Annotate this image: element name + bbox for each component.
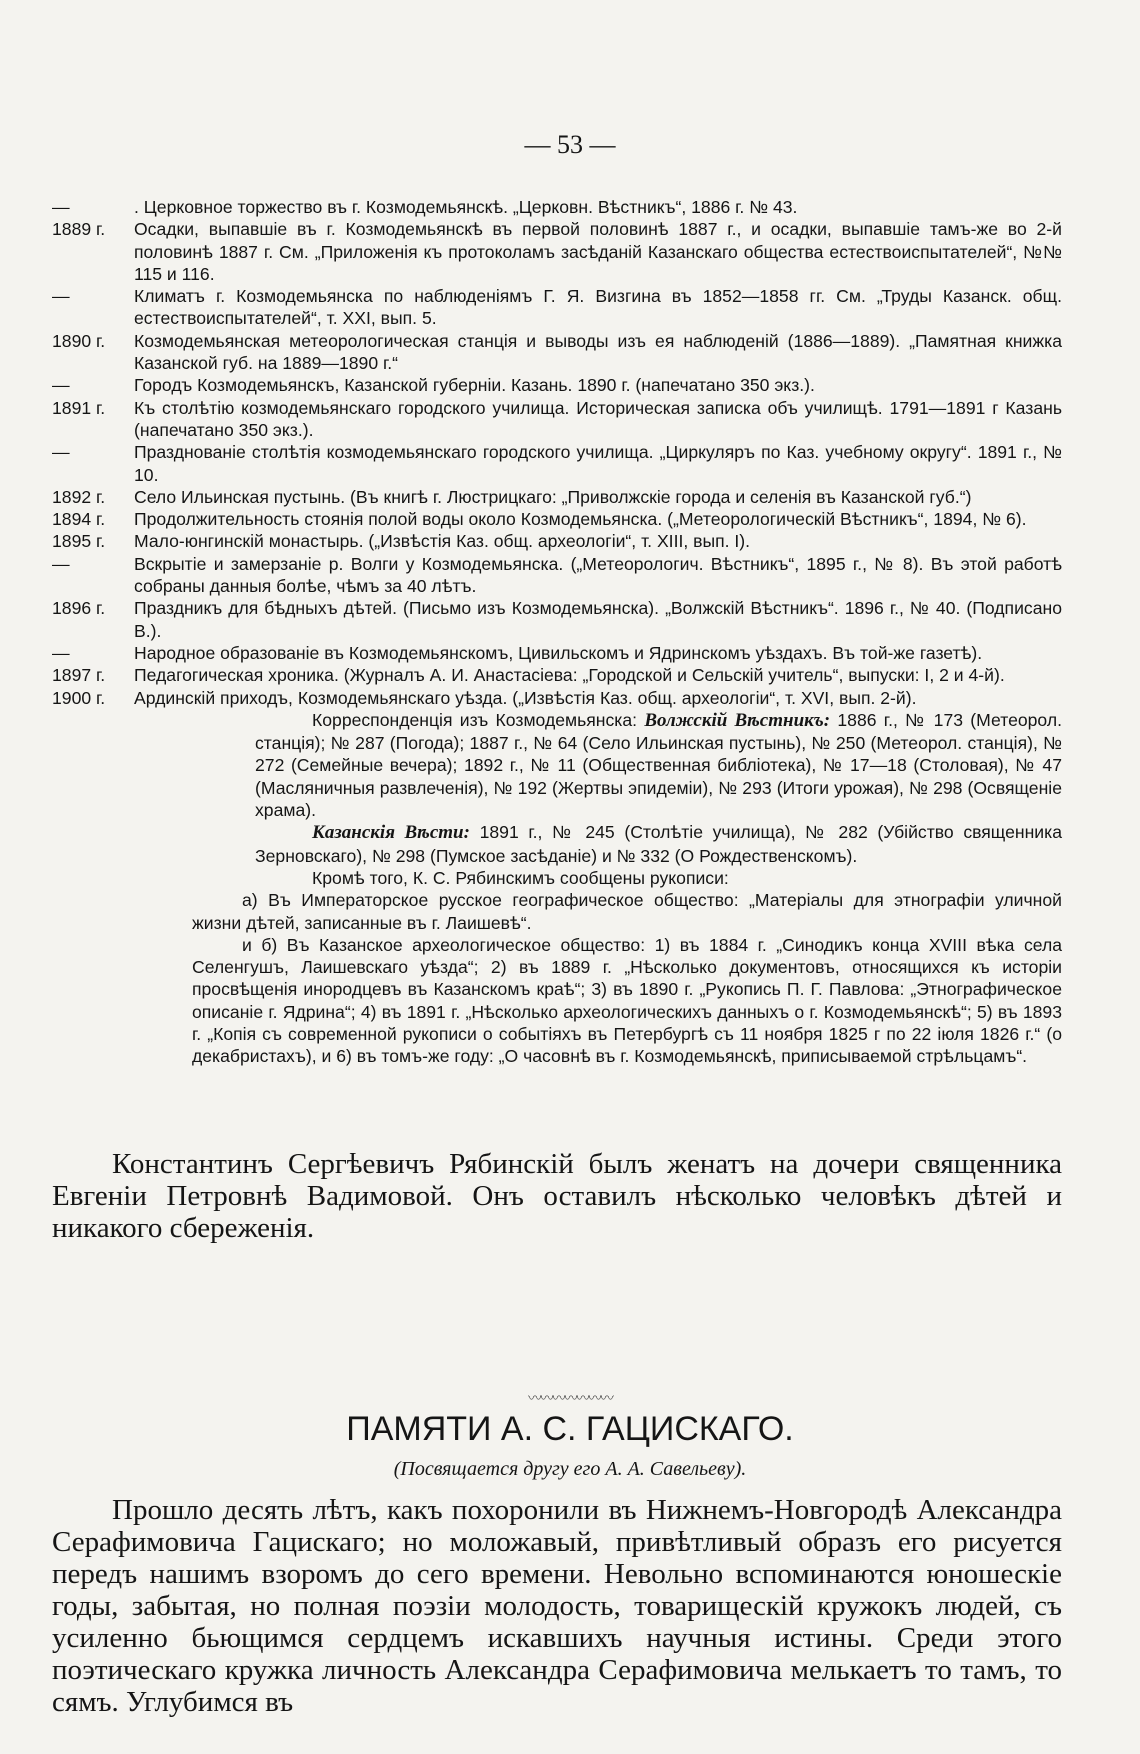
bib-year: — [52, 642, 70, 663]
bib-year: — [52, 442, 70, 463]
bib-text: Село Ильинская пустынь. (Въ книгѣ г. Люстрицкаго: „Приволжскіе города и селенія въ Казанской губ.“) [134, 486, 972, 507]
bib-year: — [52, 286, 70, 307]
manuscript-a: а) Въ Императорское русское географическое общество: „Матеріалы для этнографіи уличной жизни дѣтей, записанные въ г. Лаишевѣ“. [192, 890, 1062, 933]
bib-text: Къ столѣтію козмодемьянскаго городского училища. Историческая записка объ училищѣ. 1791—1891 г Казань (напечатано 350 экз.). [134, 397, 1062, 440]
bib-text: Вскрытіе и замерзаніе р. Волги у Козмодемьянска. („Метеорологич. Вѣстникъ“, 1895 г., № 8). Въ этой работѣ собраны данныя болѣе, чѣмъ за 40 лѣтъ. [134, 553, 1062, 597]
bib-text: . Церковное торжество въ г. Козмодемьянскѣ. „Церковн. Вѣстникъ“, 1886 г. № 43. [134, 197, 798, 217]
closing-paragraph [52, 1148, 1062, 1244]
paper-title-kazan: Казанскія Вѣсти: [312, 822, 470, 844]
bib-entry [52, 530, 1062, 552]
bib-year: — [52, 553, 70, 574]
bib-text: Мало-юнгинскій монастырь. („Извѣстія Каз. общ. археологіи“, т. XIII, вып. I). [134, 531, 751, 552]
bib-text: Ардинскій приходъ, Козмодемьянскаго уѣзда. („Извѣстія Каз. общ. археологіи“, т. XVI, вып. 2-й). [134, 687, 917, 708]
bib-text: Осадки, выпавшіе въ г. Козмодемьянскѣ въ первой половинѣ 1887 г., и осадки, выпавшіе тамъ-же во 2-й половинѣ 1887 г. См. „Приложенія къ протоколамъ засѣданій Казанскаго общества естествоиспытателей“, №№ 115 и 116. [134, 219, 1062, 284]
ornament-divider: 〰〰〰〰〰〰〰 [528, 1390, 612, 1406]
bib-text: Городъ Козмодемьянскъ, Казанской губерніи. Казань. 1890 г. (напечатано 350 экз.). [134, 375, 815, 396]
bib-entry [52, 330, 1062, 375]
bib-text: Народное образованіе въ Козмодемьянскомъ, Цивильскомъ и Ядринскомъ уѣздахъ. Въ той-же газетѣ). [134, 642, 983, 663]
paper-title-volzhsky: Волжскій Вѣстникъ: [644, 709, 831, 731]
bib-year: 1891 г. [52, 397, 106, 418]
bib-text: Празднованіе столѣтія козмодемьянскаго городского училища. „Циркуляръ по Каз. учебному округу“. 1891 г., № 10. [134, 442, 1062, 485]
bib-entry [52, 687, 1062, 709]
bib-entry [52, 486, 1062, 508]
bib-text: Продолжительность стоянія полой воды около Козмодемьянска. („Метеорологическій Вѣстникъ“, 1894, № 6). [134, 509, 1027, 530]
bib-text: Педагогическая хроника. (Журналъ А. И. Анастасіева: „Городской и Сельскій учитель“, выпуски: I, 2 и 4-й). [134, 665, 1005, 686]
bib-year: 1889 г. [52, 219, 106, 240]
paper-entries-kazan: 1891 г., № 245 (Столѣтіе училища), № 282 (Убійство священника Зерновскаго), № 298 (Пумское засѣданіе) и № 332 (О Рождественскомъ). [255, 822, 1062, 866]
dedication: (Посвящается другу его А. А. Савельеву). [393, 1458, 747, 1480]
bib-entry [52, 285, 1062, 330]
bib-year: — [52, 197, 70, 217]
bib-text: Праздникъ для бѣдныхъ дѣтей. (Письмо изъ Козмодемьянска). „Волжскій Вѣстникъ“. 1896 г., № 40. (Подписано В.). [134, 598, 1062, 641]
bib-entry [52, 553, 1062, 598]
bib-year: — [52, 375, 70, 396]
bib-year: 1892 г. [52, 486, 106, 507]
article-title: ПАМЯТИ А. С. ГАЦИСКАГО. [346, 1410, 794, 1448]
bib-entry [52, 597, 1062, 642]
bib-text: Козмодемьянская метеорологическая станція и выводы изъ ея наблюденій (1886—1889). „Памятная книжка Казанской губ. на 1889—1890 г.“ [134, 330, 1062, 374]
bib-entry [52, 218, 1062, 285]
bib-year: 1896 г. [52, 598, 106, 619]
closing-text: Константинъ Сергѣевичъ Рябинскій былъ женатъ на дочери священника Евгеніи Петровнѣ Вадимовой. Онъ оставилъ нѣсколько человѣкъ дѣтей и никакого сбереженія. [52, 1148, 1062, 1244]
correspondence-paragraph-2 [52, 821, 1062, 867]
bib-entry [52, 642, 1062, 664]
bib-entry [52, 374, 1062, 396]
bib-entry [52, 441, 1062, 486]
article-body [52, 1494, 1062, 1718]
correspondence-intro: Корреспонденція изъ Козмодемьянска: [312, 709, 638, 730]
bib-entry [52, 664, 1062, 686]
article-text: Прошло десять лѣтъ, какъ похоронили въ Нижнемъ-Новгородѣ Александра Серафимовича Гацискаго; но моложавый, привѣтливый образъ его рисуется передъ нашимъ взоромъ до сего времени. Невольно вспоминаются юношескіе годы, забытая, но полная поэзіи молодость, товарищескій кружокъ людей, съ усиленно бьющимся сердцемъ искавшихъ научныя истины. Среди этого поэтическаго кружка личность Александра Серафимовича мелькаетъ то тамъ, то сямъ. Углубимся въ [52, 1494, 1062, 1718]
bibliography-list [52, 196, 1062, 1068]
bib-entry [52, 196, 1062, 218]
manuscripts-intro: Кромѣ того, К. С. Рябинскимъ сообщены рукописи: [312, 867, 729, 888]
paper-entries-volzhsky: 1886 г., № 173 (Метеорол. станція); № 287 (Погода); 1887 г., № 64 (Село Ильинская пустынь), № 250 (Метеорол. станція), № 272 (Семейные вечера); 1892 г., № 11 (Общественная библіотека), № 17—18 (Столовая), № 47 (Масляничныя развлеченія), № 192 (Жертвы эпидеміи), № 293 (Итоги урожая), № 298 (Освященіе храма). [255, 709, 1062, 821]
bib-entry [52, 508, 1062, 530]
bib-year: 1890 г. [52, 330, 106, 351]
bib-year: 1894 г. [52, 509, 106, 530]
bib-text: Климатъ г. Козмодемьянска по наблюденіямъ Г. Я. Визгина въ 1852—1858 гг. См. „Труды Казанск. общ. естествоиспытателей“, т. XXI, вып. 5. [134, 286, 1062, 329]
manuscript-b: и б) Въ Казанское археологическое общество: 1) въ 1884 г. „Синодикъ конца XVIII вѣка села Селенгушъ, Лаишевскаго уѣзда“; 2) въ 1889 г. „Нѣсколько документовъ, относящихся къ исторіи просвѣщенія инородцевъ въ Казанскомъ краѣ“; 3) въ 1890 г. „Рукопись П. Г. Павлова: „Этнографическое описаніе г. Ядрина“; 4) въ 1891 г. „Нѣсколько археологическихъ данныхъ о г. Козмодемьянскѣ“; 5) въ 1893 г. „Копія съ современной рукописи о событіяхъ въ Петербургѣ съ 11 ноября 1825 г по 22 іюля 1826 г.“ (о декабристахъ), и 6) въ томъ-же году: „О часовнѣ въ г. Козмодемьянскѣ, приписываемой стрѣльцамъ“. [192, 934, 1062, 1067]
page-number: — 53 — [524, 130, 616, 159]
bib-year: 1897 г. [52, 665, 106, 686]
bib-year: 1900 г. [52, 687, 106, 708]
bib-entry [52, 397, 1062, 442]
correspondence-paragraph [52, 709, 1062, 821]
bib-year: 1895 г. [52, 531, 106, 552]
